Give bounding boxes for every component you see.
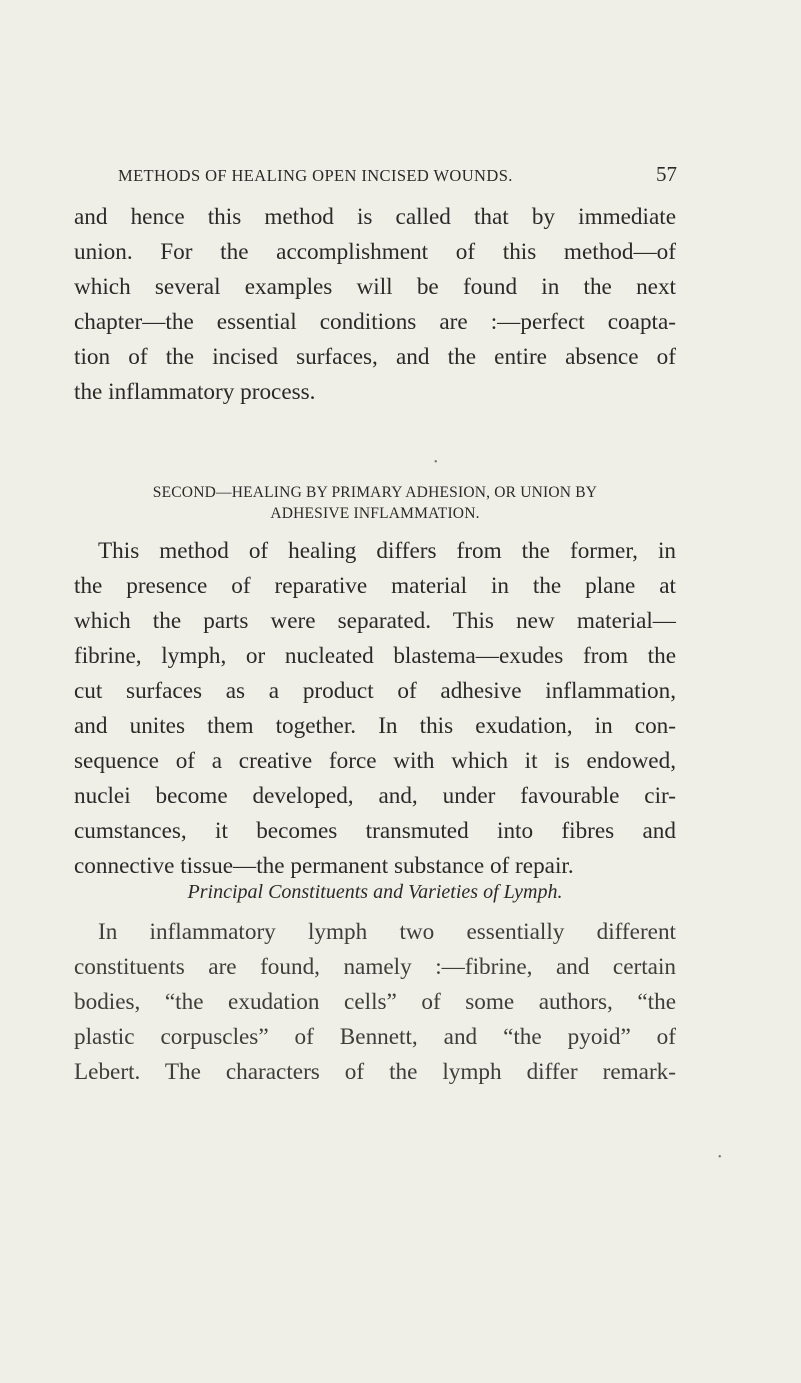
text-line: This method of healing differs from the former, in [98, 538, 676, 564]
text-line: Lebert. The characters of the lymph differ remark- [74, 1059, 676, 1085]
paragraph-immediate-union [74, 200, 676, 410]
text-line: cumstances, it becomes transmuted into fibres and [74, 818, 676, 844]
text-line: chapter—the essential conditions are :—perfect coapta- [74, 309, 676, 335]
text-line: cut surfaces as a product of adhesive inflammation, [74, 678, 676, 704]
text-line: connective tissue—the permanent substance of repair. [74, 853, 574, 879]
text-line: sequence of a creative force with which it is endowed, [74, 748, 676, 774]
subheading: Principal Constituents and Varieties of Lymph. [187, 881, 563, 903]
print-speck: • [718, 1152, 722, 1163]
paragraph-primary-adhesion [74, 534, 676, 884]
text-line: union. For the accomplishment of this method—of [74, 239, 676, 265]
text-line: fibrine, lymph, or nucleated blastema—exudes from the [74, 643, 676, 669]
text-line: which several examples will be found in the next [74, 274, 676, 300]
running-head: METHODS OF HEALING OPEN INCISED WOUNDS. [118, 166, 513, 185]
text-line: and unites them together. In this exudation, in con- [74, 713, 676, 739]
text-line: plastic corpuscles” of Bennett, and “the pyoid” of [74, 1024, 676, 1050]
section-heading [74, 482, 676, 524]
section-heading-line-2: ADHESIVE INFLAMMATION. [270, 505, 480, 522]
section-heading-line-1: SECOND—HEALING BY PRIMARY ADHESION, OR UNION BY [152, 484, 598, 501]
text-line: nuclei become developed, and, under favourable cir- [74, 783, 676, 809]
page-number: 57 [656, 162, 677, 186]
text-line: which the parts were separated. This new material— [74, 608, 676, 634]
text-line: In inflammatory lymph two essentially different [98, 919, 676, 945]
text-line: the presence of reparative material in the plane at [74, 573, 676, 599]
text-line: the inflammatory process. [74, 379, 316, 405]
print-speck: • [434, 457, 438, 468]
paragraph-lymph-constituents [74, 915, 676, 1090]
text-line: tion of the incised surfaces, and the entire absence of [74, 344, 676, 370]
text-line: constituents are found, namely :—fibrine, and certain [74, 954, 676, 980]
text-line: and hence this method is called that by immediate [74, 204, 676, 230]
text-line: bodies, “the exudation cells” of some authors, “the [74, 989, 676, 1015]
